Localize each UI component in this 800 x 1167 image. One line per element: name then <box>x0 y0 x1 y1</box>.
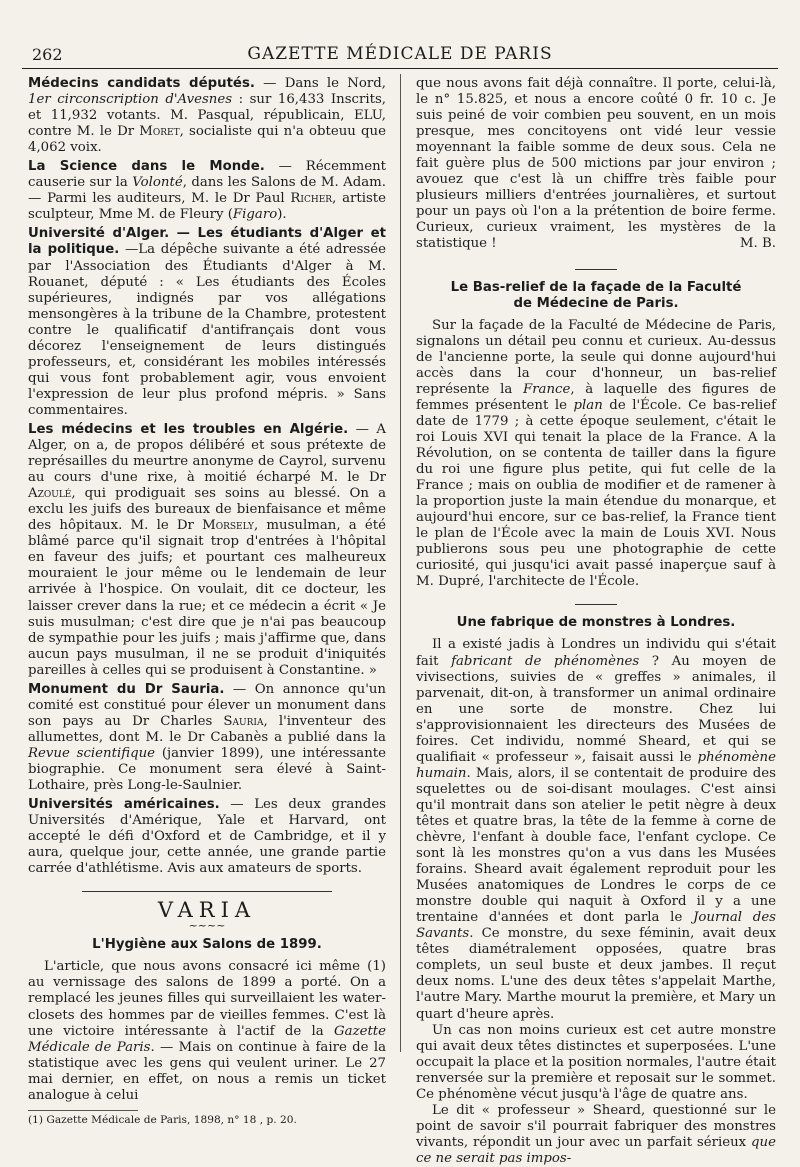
right-column <box>416 74 776 1167</box>
article-title: Le Bas-relief de la façade de la Faculté de Médecine de Paris. <box>450 279 742 311</box>
article-paragraph: Le dit « professeur » Sheard, questionné sur le point de savoir s'il pourrait fabriquer des monstres vivants, répondit un jour avec un parfait sérieux que ce ne serait pas impos- <box>416 1102 776 1166</box>
article-title: Une fabrique de monstres à Londres. <box>456 615 736 631</box>
news-item: Universités américaines. — Les deux grandes Universités d'Amérique, Yale et Harvard, ont accepté le défi d'Oxford et de Cambridge, et il y aura, quelque jour, cette année, une grande partie carrée d'athlétisme. Avis aux amateurs de sports. <box>28 797 387 877</box>
varia-heading: VARIA <box>157 898 257 923</box>
left-column <box>28 74 386 1126</box>
news-item: Université d'Alger. — Les étudiants d'Alger et la politique. —La dépêche suivante a été adressée par l'Association des Étudiants d'Alger à M. Rouanet, député : « Les étudiants des Écoles supérieures, indignés par vos allégations mensongères à la tribune de la Chambre, protestent contre le qualificatif d'antifrançais dont vous décorez l'enseignement de leurs distingués professeurs, et, considérant les mobiles intéressés qui vous font probablement agir, vous envoient l'expression de leur plus profond mépris. » Sans commentaires. <box>28 226 386 418</box>
article-paragraph: Sur la façade de la Faculté de Médecine de Paris, signalons un détail peu connu et curieux. Au-dessus de l'ancienne porte, la seule qui donne aujourd'hui accès dans la cour d'honneur, un bas-relief représente la France, à laquelle des figures de femmes présentent le plan de l'École. Ce bas-relief date de 1779 ; à cette époque seulement, c'était le roi Louis XVI qui tenait la place de la France. A la Révolution, on se contenta de tailler dans la figure du roi une figure plus petite, qui fut celle de la France ; mais on oublia de modifier et de ramener à la proportion juste la main étendue du monarque, et aujourd'hui encore, sur ce bas-relief, la France tient le plan de l'École avec la main de Louis XVI. Nous publierons sous peu une photographie de cette curiosité, qui jusqu'ici avait passé inaperçue sauf à M. Dupré, l'architecte de l'École. <box>416 317 776 590</box>
running-title: GAZETTE MÉDICALE DE PARIS <box>247 44 553 64</box>
news-heading: Université d'Alger. — Les étudiants d'Alger et la politique. <box>28 226 386 258</box>
page-header <box>22 38 778 69</box>
separator-rule <box>82 891 332 892</box>
news-item: La Science dans le Monde. — Récemment causerie sur la Volonté, dans les Salons de M. Adam. — Parmi les auditeurs, M. le Dr Paul Richer, artiste sculpteur, Mme M. de Fleury (Figaro). <box>28 159 386 223</box>
footnote-rule <box>28 1110 138 1111</box>
article-title: L'Hygiène aux Salons de 1899. <box>92 937 322 953</box>
separator-rule <box>575 269 617 270</box>
ornament: ~~~~ <box>188 919 226 933</box>
article-paragraph: Il a existé jadis à Londres un individu qui s'était fait fabricant de phénomènes ? Au moyen de vivisections, suivies de « greffes » animales, il parvenait, dit-on, à transformer un animal ordinaire en une sorte de monstre. Chez lui s'approvisionnaient les directeurs des Musées de foires. Cet individu, nommé Sheard, et qui se qualifiait « professeur », faisait aussi le phénomène humain. Mais, alors, il se contentait de produire des squelettes ou de soi-disant moulages. C'est ainsi qu'il montrait dans son atelier le petit nègre à deux têtes et quatre bras, la tête de la femme à corne de chèvre, l'enfant à double face, l'enfant cyclope. Ce sont là les monstres qu'on a vus dans les Musées forains. Sheard avait également reproduit pour les Musées anatomiques de Londres le corps de ce monstre double qui naquit à Oxford il y a une trentaine d'années et dont parla le Journal des Savants. Ce monstre, du sexe féminin, avait deux têtes diamétralement opposées, quatre bras complets, un seul buste et deux jambes. Il reçut deux noms. L'une des deux têtes s'appelait Marthe, l'autre Mary. Marthe mourut la première, et Mary un quart d'heure après. <box>416 637 777 1022</box>
news-item: Monument du Dr Sauria. — On annonce qu'un comité est constitué pour élever un monument dans son pays au Dr Charles Sauria, l'inventeur des allumettes, dont M. le Dr Cabanès a publié dans la Revue scientifique (janvier 1899), une intéressante biographie. Ce monument sera élevé à Saint-Lothaire, près Long-le-Saulnier. <box>28 681 386 794</box>
page-number: 262 <box>32 45 63 64</box>
news-item: Médecins candidats députés. — Dans le Nord, 1er circonscription d'Avesnes : sur 16,433 Inscrits, et 11,932 votants. M. Pasqual, républicain, ELU, contre M. le Dr Moret, socialiste qui n'a obteuu que 4,062 voix. <box>28 76 386 156</box>
news-heading: Médecins candidats députés. <box>28 76 255 91</box>
news-heading: Universités américaines. <box>28 797 220 813</box>
signature: M. B. <box>739 236 776 252</box>
column-divider <box>400 74 401 1052</box>
separator-rule <box>575 604 617 605</box>
article-paragraph: L'article, que nous avons consacré ici même (1) au vernissage des salons de 1899 a porté. On a remplacé les jeunes filles qui surveillaient les water-closets des hommes par de vieilles femmes. C'est là une victoire intéressante à l'actif de la Gazette Médicale de Paris. — Mais on continue à faire de la statistique avec les gens qui veulent uriner. Le 27 mai dernier, en effet, on nous a remis un ticket analogue à celui <box>28 959 387 1103</box>
footnote: (1) Gazette Médicale de Paris, 1898, n° 18 , p. 20. <box>28 1113 297 1126</box>
news-heading: Monument du Dr Sauria. <box>28 681 225 697</box>
news-item: Les médecins et les troubles en Algérie. — A Alger, on a, de propos délibéré et sous prétexte de représailles du meurtre anonyme de Cayrol, survenu au cours d'une rixe, à moitié écharpé M. le Dr Azoulé, qui prodiguait ses soins au blessé. On a exclu les juifs des bureaux de bienfaisance et même des hôpitaux. M. le Dr Morsely, musulman, a été blâmé parce qu'il signait trop d'entrées à l'hôpital en faveur des juifs; et pourtant ces malheureux mouraient le jour même ou le lendemain de leur arrivée à l'hospice. On voulait, dit ce docteur, les laisser crever dans la rue; et ce médecin a écrit « Je suis musulman; c'est dire que je n'ai pas beaucoup de sympathie pour les juifs ; mais j'affirme que, dans aucun pays musulman, il ne se produit d'iniquités pareilles à celles qui se produisent à Constantine. » <box>28 421 387 678</box>
news-heading: La Science dans le Monde. <box>28 159 265 175</box>
news-heading: Les médecins et les troubles en Algérie. <box>28 421 349 437</box>
article-paragraph: que nous avons fait déjà connaître. Il porte, celui-là, le n° 15.825, et nous a encore coûté 0 fr. 10 c. Je suis peiné de voir combien peu souvent, en un mois presque, mes concitoyens ont vidé leur vessie moyennant la faible somme de deux sous. Cela ne fait guère plus de 500 mictions par jour environ ; avouez que c'est là un chiffre très faible pour plusieurs milliers d'entrées journalières, et surtout pour un pays où l'on a la prétention de boire ferme. Curieux, curieux vraiment, les mystères de la statistique ! M. B. <box>416 76 776 252</box>
article-paragraph: Un cas non moins curieux est cet autre monstre qui avait deux têtes distinctes et superposées. L'une occupait la place et la position normales, l'autre était renversée sur la première et reposait sur le sommet. Ce phénomène vécut jusqu'à l'âge de quatre ans. <box>416 1022 776 1102</box>
